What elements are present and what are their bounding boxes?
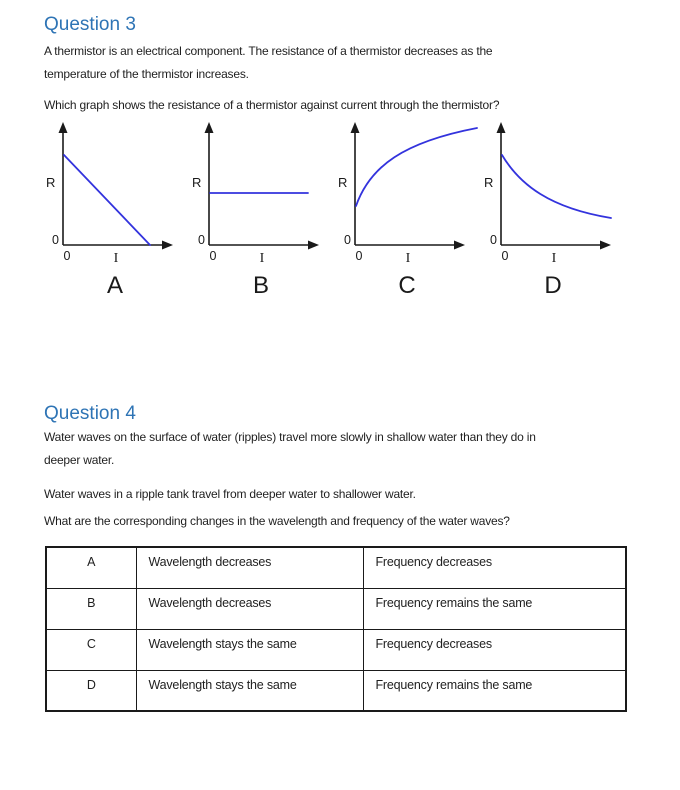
y-axis-label: R [46,175,56,190]
graph-c-curve [356,128,477,206]
x-axis-arrow-icon [600,241,611,250]
x-axis-arrow-icon [454,241,465,250]
graph-option-c [334,120,480,300]
graph-a-plot [42,120,188,268]
x-axis-label: I [113,251,119,266]
frequency-cell: Frequency remains the same [363,670,626,711]
question4-intro-line1: Water waves on the surface of water (ripples) travel more slowly in shallow water than they do in [44,430,536,444]
graph-option-d [480,120,626,300]
graph-d-curve [502,155,611,218]
graph-c-plot [334,120,480,268]
graph-a-curve [64,155,150,245]
wavelength-cell: Wavelength decreases [136,547,363,588]
option-letter-b: B [252,272,269,299]
wavelength-cell: Wavelength stays the same [136,629,363,670]
option-letter-c: C [398,272,416,299]
origin-zero-x: 0 [501,249,509,263]
answer-graphs-row [42,120,626,300]
answer-options-table [45,546,627,712]
x-axis-arrow-icon [308,241,319,250]
table-row-a [46,547,626,588]
y-axis-label: R [484,175,494,190]
table-row-d [46,670,626,711]
frequency-cell: Frequency decreases [363,629,626,670]
origin-zero-x: 0 [63,249,71,263]
option-cell: B [46,588,136,629]
x-axis-arrow-icon [162,241,173,250]
wavelength-cell: Wavelength decreases [136,588,363,629]
graph-d-plot [480,120,626,268]
question3-title: Question 3 [44,14,136,35]
question3-intro [44,40,492,86]
graph-b-plot [188,120,334,268]
origin-zero-y: 0 [344,233,351,247]
x-axis-label: I [259,251,265,266]
question4-intro-line2: deeper water. [44,453,115,467]
question4-para2: Water waves in a ripple tank travel from deeper water to shallower water. [44,487,416,501]
origin-zero-y: 0 [198,233,205,247]
y-axis-label: R [338,175,348,190]
y-axis-arrow-icon [59,122,68,133]
graph-option-b [188,120,334,300]
origin-zero-y: 0 [490,233,497,247]
option-letter-a: A [106,272,123,299]
frequency-cell: Frequency remains the same [363,588,626,629]
y-axis-label: R [192,175,202,190]
question4-prompt: What are the corresponding changes in the wavelength and frequency of the water waves? [44,514,510,528]
option-cell: A [46,547,136,588]
origin-zero-x: 0 [355,249,363,263]
y-axis-arrow-icon [497,122,506,133]
x-axis-label: I [405,251,411,266]
wavelength-cell: Wavelength stays the same [136,670,363,711]
option-cell: C [46,629,136,670]
y-axis-arrow-icon [205,122,214,133]
option-letter-d: D [544,272,562,299]
frequency-cell: Frequency decreases [363,547,626,588]
option-cell: D [46,670,136,711]
question3-intro-line1: A thermistor is an electrical component. The resistance of a thermistor decreases as the [44,44,493,58]
y-axis-arrow-icon [351,122,360,133]
x-axis-label: I [551,251,557,266]
question4-title: Question 4 [44,403,136,424]
table-row-c [46,629,626,670]
graph-option-a [42,120,188,300]
question4-intro [44,426,536,472]
origin-zero-y: 0 [52,233,59,247]
origin-zero-x: 0 [209,249,217,263]
table-row-b [46,588,626,629]
question3-intro-line2: temperature of the thermistor increases. [44,67,249,81]
question3-prompt: Which graph shows the resistance of a thermistor against current through the thermistor? [44,98,500,112]
